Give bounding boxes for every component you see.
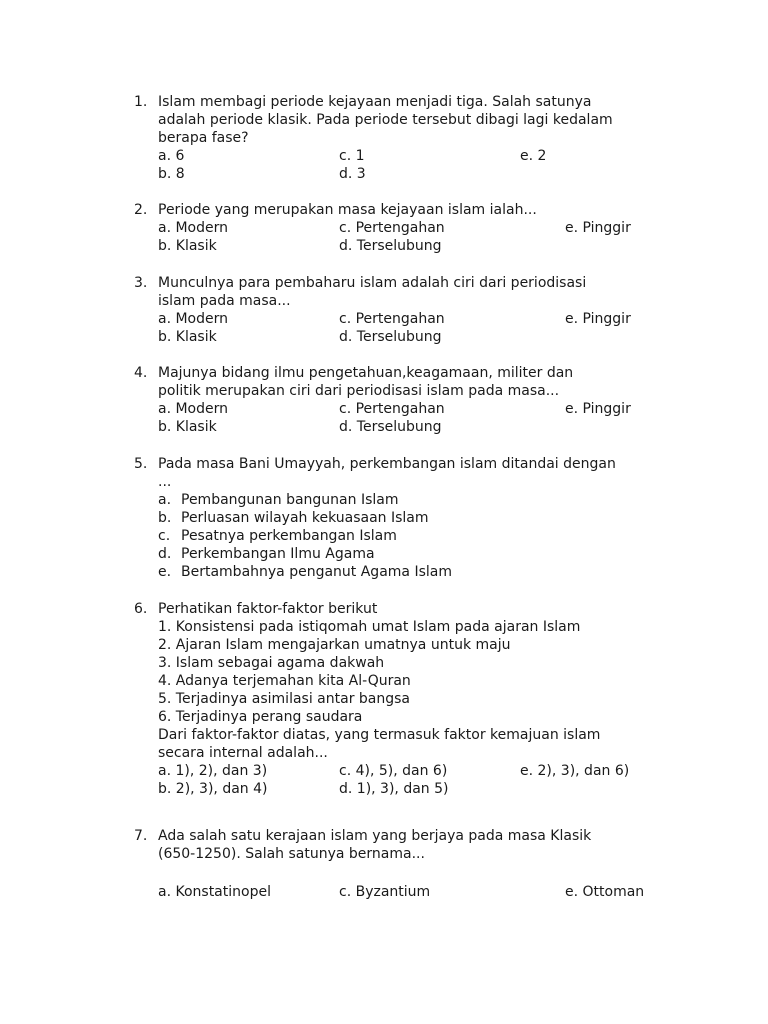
question-7: [134, 827, 664, 901]
option-text: Perluasan wilayah kekuasaan Islam: [181, 510, 429, 526]
option-c: c. Byzantium: [339, 884, 431, 900]
option-text: Perkembangan Ilmu Agama: [181, 546, 375, 562]
option-e: e. Pinggir: [565, 220, 631, 236]
question-2: [134, 201, 664, 255]
question-6: [134, 600, 664, 798]
question-text: islam pada masa...: [158, 293, 291, 309]
question-text: berapa fase?: [158, 130, 249, 146]
option-label: d.: [158, 546, 172, 562]
list-item: [158, 509, 664, 527]
question-text: Majunya bidang ilmu pengetahuan,keagamaan, militer dan: [158, 365, 574, 381]
option-d: d. 3: [339, 166, 366, 182]
factor-item: 3. Islam sebagai agama dakwah: [158, 655, 385, 671]
option-a: a. Konstatinopel: [158, 884, 271, 900]
question-text: Ada salah satu kerajaan islam yang berjaya pada masa Klasik: [158, 828, 592, 844]
question-3: [134, 274, 664, 346]
factor-item: 5. Terjadinya asimilasi antar bangsa: [158, 691, 410, 707]
question-5: [134, 455, 664, 581]
question-number: 1.: [134, 94, 148, 110]
question-text: Perhatikan faktor-faktor berikut: [158, 601, 378, 617]
question-number: 7.: [134, 828, 148, 844]
factor-item: 6. Terjadinya perang saudara: [158, 709, 363, 725]
option-label: b.: [158, 510, 172, 526]
option-b: b. Klasik: [158, 419, 217, 435]
question-text: Periode yang merupakan masa kejayaan islam ialah...: [158, 202, 537, 218]
question-text: (650-1250). Salah satunya bernama...: [158, 846, 425, 862]
option-b: b. 2), 3), dan 4): [158, 781, 268, 797]
question-text: politik merupakan ciri dari periodisasi islam pada masa...: [158, 383, 560, 399]
question-text: Pada masa Bani Umayyah, perkembangan islam ditandai dengan: [158, 456, 616, 472]
question-1: [134, 93, 664, 183]
option-c: c. Pertengahan: [339, 220, 445, 236]
list-item: [158, 563, 664, 581]
factor-item: 2. Ajaran Islam mengajarkan umatnya untuk maju: [158, 637, 511, 653]
question-number: 4.: [134, 365, 148, 381]
factor-item: 1. Konsistensi pada istiqomah umat Islam pada ajaran Islam: [158, 619, 581, 635]
option-b: b. Klasik: [158, 329, 217, 345]
list-item: [158, 545, 664, 563]
option-text: Pembangunan bangunan Islam: [181, 492, 399, 508]
option-c: c. Pertengahan: [339, 311, 445, 327]
option-label: c.: [158, 528, 171, 544]
question-text: secara internal adalah...: [158, 745, 328, 761]
option-text: Pesatnya perkembangan Islam: [181, 528, 397, 544]
option-c: c. 4), 5), dan 6): [339, 763, 448, 779]
question-4: [134, 364, 664, 436]
option-e: e. Ottoman: [565, 884, 645, 900]
list-item: [158, 527, 664, 545]
option-label: e.: [158, 564, 172, 580]
factor-item: 4. Adanya terjemahan kita Al-Quran: [158, 673, 411, 689]
option-c: c. Pertengahan: [339, 401, 445, 417]
question-number: 2.: [134, 202, 148, 218]
question-text: Islam membagi periode kejayaan menjadi tiga. Salah satunya: [158, 94, 592, 110]
option-a: a. Modern: [158, 220, 229, 236]
option-d: d. Terselubung: [339, 238, 442, 254]
question-number: 5.: [134, 456, 148, 472]
option-a: a. 6: [158, 148, 185, 164]
option-d: d. 1), 3), dan 5): [339, 781, 449, 797]
option-e: e. 2: [520, 148, 547, 164]
question-text: Munculnya para pembaharu islam adalah ciri dari periodisasi: [158, 275, 587, 291]
option-e: e. 2), 3), dan 6): [520, 763, 630, 779]
question-text: Dari faktor-faktor diatas, yang termasuk faktor kemajuan islam: [158, 727, 601, 743]
question-number: 6.: [134, 601, 148, 617]
option-a: a. Modern: [158, 311, 229, 327]
option-d: d. Terselubung: [339, 329, 442, 345]
list-item: [158, 491, 664, 509]
option-b: b. 8: [158, 166, 185, 182]
option-a: a. Modern: [158, 401, 229, 417]
option-c: c. 1: [339, 148, 365, 164]
question-text: adalah periode klasik. Pada periode tersebut dibagi lagi kedalam: [158, 112, 613, 128]
option-d: d. Terselubung: [339, 419, 442, 435]
option-e: e. Pinggir: [565, 401, 631, 417]
question-number: 3.: [134, 275, 148, 291]
option-text: Bertambahnya penganut Agama Islam: [181, 564, 452, 580]
question-text: ...: [158, 474, 172, 490]
option-label: a.: [158, 492, 172, 508]
option-b: b. Klasik: [158, 238, 217, 254]
option-e: e. Pinggir: [565, 311, 631, 327]
option-a: a. 1), 2), dan 3): [158, 763, 268, 779]
